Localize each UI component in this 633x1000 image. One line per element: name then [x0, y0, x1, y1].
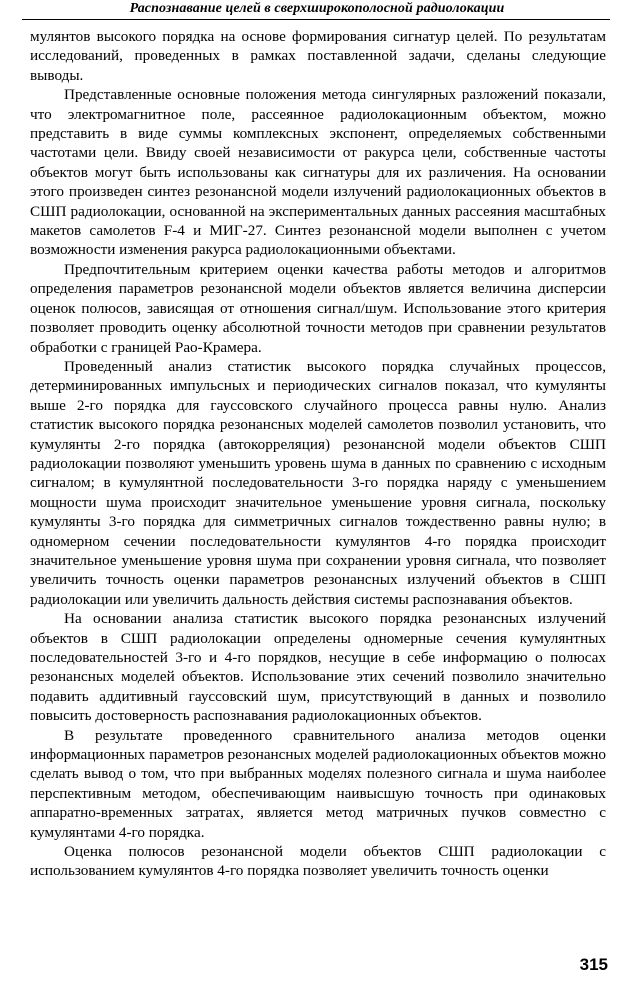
paragraph-last: Оценка полюсов резонансной модели объектов СШП радиолокации с использованием кумулянтов 4-го порядка позволяет увеличить точность оценки: [30, 843, 606, 880]
page-number: 315: [579, 955, 608, 974]
paragraph: Проведенный анализ статистик высокого порядка случайных процессов, детерминированных импульсных и периодических сигналов показал, что кумулянты выше 2-го порядка для гауссовского случайного процесса равны нулю. Анализ статистик высокого порядка резонансных моделей самолетов позволил установить, что кумулянты 2-го порядка (автокорреляция) резонансной модели объектов СШП радиолокации позволяют уменьшить уровень шума в данных по сравнению с исходным сигналом; в кумулянтной последовательности 3-го порядка наряду с уменьшением мощности шума происходит значительное уменьшение уровня сигнала, поскольку кумулянты 3-го порядка для симметричных сигналов тождественно равны нулю; в одномерном сечении последовательности кумулянтов 4-го порядка происходит значительное уменьшение уровня шума при сохранении уровня сигнала, что позволяет увеличить точность оценки параметров резонансных излучений объектов в СШП радиолокации или увеличить дальность действия системы распознавания объектов.: [30, 357, 606, 608]
body-text: [30, 27, 606, 881]
paragraph: В результате проведенного сравнительного анализа методов оценки информационных параметров резонансных моделей радиолокационных объектов можно сделать вывод о том, что при выбранных моделях полезного сигнала и шума наиболее перспективным методом, обеспечивающим наивысшую точность при одинаковых аппаратно-временных затратах, является метод матричных пучков совместно с кумулянтами 4-го порядка.: [30, 726, 606, 841]
paragraph-continuation: мулянтов высокого порядка на основе формирования сигнатур целей. По результатам исследований, проведенных в рамках поставленной задачи, сделаны следующие выводы.: [30, 28, 606, 84]
paragraph: Предпочтительным критерием оценки качества работы методов и алгоритмов определения параметров резонансной модели объектов является величина дисперсии оценок полюсов, зависящая от отношения сигнал/шум. Использование этого критерия позволяет проводить оценку абсолютной точности методов при сравнении результатов обработки с границей Рао-Крамера.: [30, 260, 606, 356]
paragraph: На основании анализа статистик высокого порядка резонансных излучений объектов в СШП радиолокации определены одномерные сечения кумулянтных последовательностей 3-го и 4-го порядков, несущие в себе информацию о полюсах резонансных моделей объектов. Использование этих сечений позволило значительно подавить аддитивный гауссовский шум, присутствующий в данных и позволило повысить достоверность распознавания радиолокационных объектов.: [30, 610, 606, 725]
running-head-title: Распознавание целей в сверхширокополосной радиолокации: [129, 1, 505, 16]
paragraph: Представленные основные положения метода сингулярных разложений показали, что электромагнитное поле, рассеянное радиолокационным объектом, можно представить в виде суммы комплексных экспонент, определяемых собственными частотами цели. Ввиду своей независимости от ракурса цели, собственные частоты объектов могут быть использованы как сигнатуры для их различения. На основании этого произведен синтез резонансной модели излучений радиолокационных объектов в СШП радиолокации, основанной на экспериментальных данных рассеяния масштабных макетов самолетов F-4 и МИГ-27. Синтез резонансной модели выполнен с учетом возможности изменения ракурса радиолокационными объектами.: [30, 86, 606, 259]
header-divider: [22, 19, 610, 20]
